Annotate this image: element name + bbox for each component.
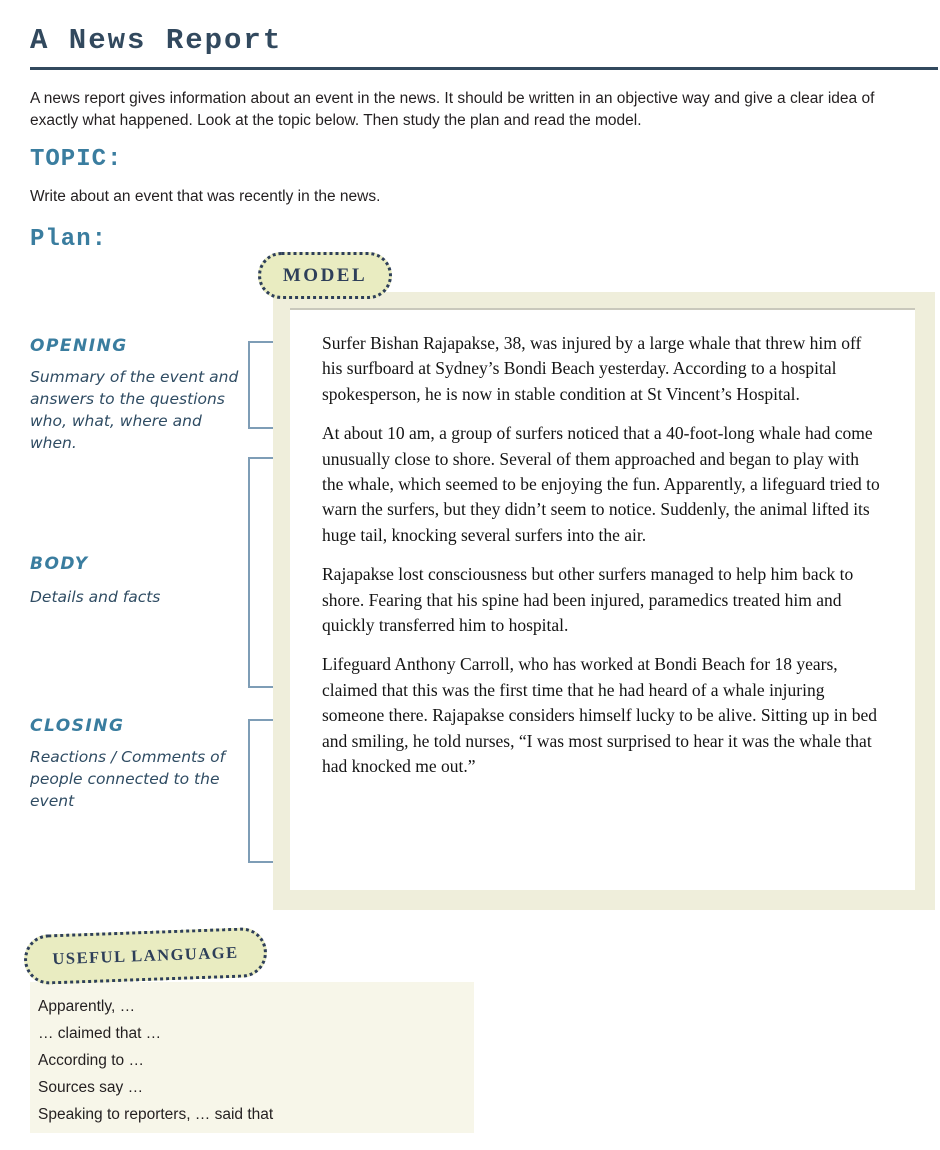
useful-language-item: Speaking to reporters, … said that [38, 1106, 274, 1123]
plan-section-description-opening: Summary of the event and answers to the questions who, what, where and when. [30, 368, 239, 452]
model-badge-label: MODEL [282, 264, 368, 286]
model-paragraph-opening: Surfer Bishan Rajapakse, 38, was injured by a large whale that threw him off his surfboard at Sydney’s Bondi Beach yesterday. According to a hospital spokesperson, he is now in stable condition at St Vincent’s Hospital. [322, 333, 862, 404]
model-paragraph-closing: Lifeguard Anthony Carroll, who has worked at Bondi Beach for 18 years, claimed that this was the first time that he had heard of a whale injuring someone there. Rajapakse considers himself lucky to be alive. Sitting up in bed and smiling, he told nurses, “I was most surprised to hear it was the whale that had knocked me out.” [322, 654, 878, 777]
plan-section-description-body: Details and facts [30, 588, 161, 606]
model-panel [273, 292, 935, 910]
header-divider [30, 67, 938, 70]
model-paragraph-body-2: Rajapakse lost consciousness but other surfers managed to help him back to shore. Fearing that his spine had been injured, paramedics treated him and quickly transferred him to hospital. [322, 564, 854, 636]
plan-section-label-body: BODY [30, 554, 89, 574]
model-badge [258, 252, 392, 299]
plan-heading: Plan: [30, 226, 108, 253]
plan-section-label-opening: OPENING [30, 336, 128, 356]
useful-language-item: Sources say … [38, 1079, 144, 1096]
plan-section-description-closing: Reactions / Comments of people connected to the event [30, 748, 226, 810]
model-paragraph-body-1: At about 10 am, a group of surfers noticed that a 40-foot-long whale had come unusually close to shore. Several of them approached and began to play with the whale, which seemed to be enjoying the fun. Apparently, a lifeguard tried to warn the surfers, but they didn’t seem to notice. Suddenly, the animal lifted its huge tail, knocking several surfers into the air. [322, 423, 880, 545]
useful-language-badge-label: USEFUL LANGUAGE [52, 942, 239, 969]
model-text-box [290, 308, 915, 890]
topic-text: Write about an event that was recently in the news. [30, 188, 381, 205]
useful-language-box [30, 982, 474, 1133]
useful-language-item: Apparently, … [38, 998, 136, 1015]
topic-heading: TOPIC: [30, 146, 123, 173]
page-title: A News Report [30, 24, 283, 57]
useful-language-list [38, 993, 474, 1128]
useful-language-item: … claimed that … [38, 1025, 162, 1042]
plan-section-label-closing: CLOSING [30, 716, 125, 736]
useful-language-badge [23, 927, 268, 985]
useful-language-item: According to … [38, 1052, 144, 1069]
intro-paragraph: A news report gives information about an event in the news. It should be written in an objective way and give a clear idea of exactly what happened. Look at the topic below. Then study the plan and read the model. [30, 90, 875, 130]
